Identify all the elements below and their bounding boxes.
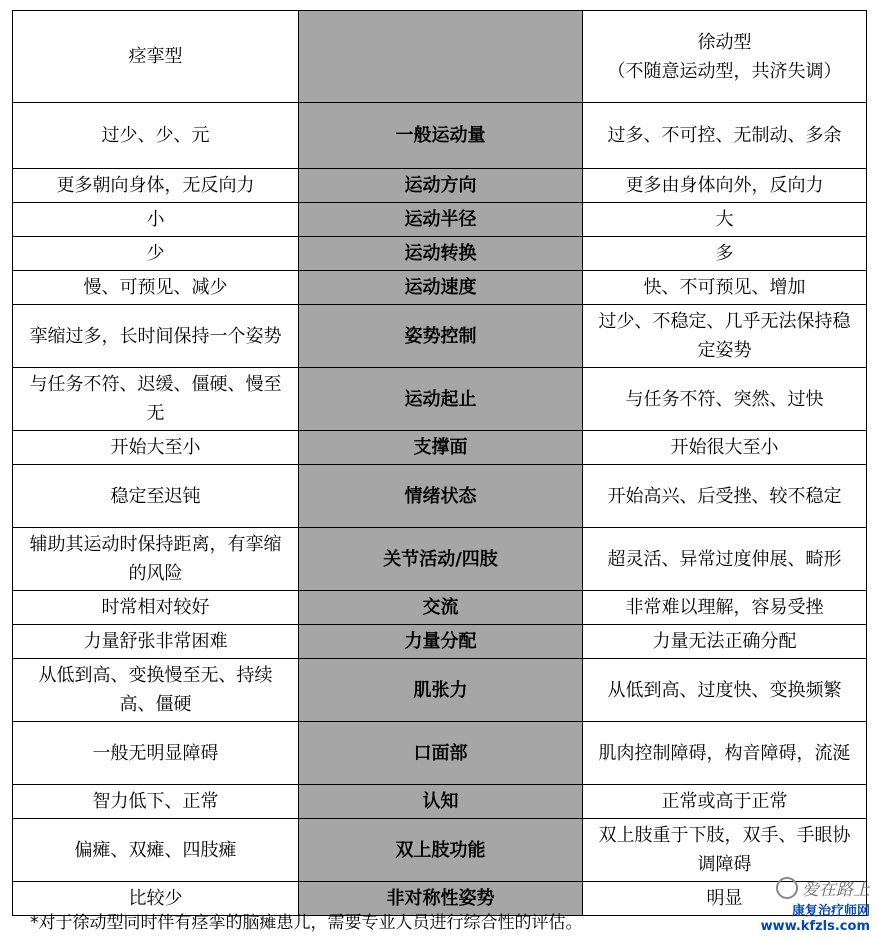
- cell-category: 交流: [299, 591, 583, 625]
- table-row: [13, 305, 867, 368]
- watermark-title: 爱在路上: [802, 880, 870, 900]
- cell-athetoid: 多: [583, 237, 867, 271]
- cell-category: 双上肢功能: [299, 819, 583, 882]
- cell-category: 口面部: [299, 722, 583, 785]
- table-row: [13, 169, 867, 203]
- footnote: *对于徐动型同时伴有痉挛的脑瘫患儿，需要专业人员进行综合性的评估。: [30, 913, 583, 933]
- cell-spastic: 比较少: [13, 882, 299, 916]
- cell-spastic: 稳定至迟钝: [13, 465, 299, 528]
- cell-athetoid: 开始高兴、后受挫、较不稳定: [583, 465, 867, 528]
- wechat-icon: [776, 877, 798, 899]
- cell-category: 支撑面: [299, 431, 583, 465]
- cell-spastic: 挛缩过多，长时间保持一个姿势: [13, 305, 299, 368]
- cell-spastic: 力量舒张非常困难: [13, 625, 299, 659]
- cell-athetoid: 更多由身体向外，反向力: [583, 169, 867, 203]
- cell-athetoid: 力量无法正确分配: [583, 625, 867, 659]
- watermark-site-name: 康复治疗师网: [791, 904, 870, 919]
- cell-category: 情绪状态: [299, 465, 583, 528]
- cell-spastic: 更多朝向身体，无反向力: [13, 169, 299, 203]
- cell-athetoid: 快、不可预见、增加: [583, 271, 867, 305]
- cell-category: 非对称性姿势: [299, 882, 583, 916]
- cell-athetoid: 与任务不符、突然、过快: [583, 368, 867, 431]
- cell-category: 运动转换: [299, 237, 583, 271]
- cell-athetoid: 开始很大至小: [583, 431, 867, 465]
- cell-athetoid: 过少、不稳定、几乎无法保持稳定姿势: [583, 305, 867, 368]
- table-row: [13, 785, 867, 819]
- table-row: [13, 528, 867, 591]
- table-row: [13, 103, 867, 169]
- cell-spastic: 辅助其运动时保持距离，有挛缩的风险: [13, 528, 299, 591]
- cell-spastic: 智力低下、正常: [13, 785, 299, 819]
- table-row: [13, 819, 867, 882]
- table-row: [13, 368, 867, 431]
- cell-category: 关节活动/四肢: [299, 528, 583, 591]
- cell-athetoid: 肌肉控制障碍，构音障碍，流涎: [583, 722, 867, 785]
- cell-athetoid: 从低到高、过度快、变换频繁: [583, 659, 867, 722]
- watermark: [761, 875, 870, 934]
- cell-spastic: 少: [13, 237, 299, 271]
- table-row: [13, 465, 867, 528]
- cell-category: 一般运动量: [299, 103, 583, 169]
- table-row: [13, 591, 867, 625]
- header-blank: [299, 11, 583, 103]
- cell-category: 运动半径: [299, 203, 583, 237]
- table-row: [13, 659, 867, 722]
- table-row: [13, 271, 867, 305]
- cell-spastic: 偏瘫、双瘫、四肢瘫: [13, 819, 299, 882]
- cell-category: 肌张力: [299, 659, 583, 722]
- table-row: [13, 722, 867, 785]
- cell-category: 认知: [299, 785, 583, 819]
- cell-athetoid: 明显: [583, 882, 867, 916]
- cell-category: 姿势控制: [299, 305, 583, 368]
- cell-spastic: 与任务不符、迟缓、僵硬、慢至无: [13, 368, 299, 431]
- cell-athetoid: 过多、不可控、无制动、多余: [583, 103, 867, 169]
- table-row: [13, 625, 867, 659]
- cell-spastic: 一般无明显障碍: [13, 722, 299, 785]
- cell-athetoid: 正常或高于正常: [583, 785, 867, 819]
- cell-athetoid: 双上肢重于下肢，双手、手眼协调障碍: [583, 819, 867, 882]
- table-row: [13, 203, 867, 237]
- comparison-table: [12, 10, 867, 916]
- cell-category: 力量分配: [299, 625, 583, 659]
- table-row: [13, 237, 867, 271]
- cell-athetoid: 大: [583, 203, 867, 237]
- table-header-row: [13, 11, 867, 103]
- header-athetoid: 徐动型 （不随意运动型，共济失调）: [583, 11, 867, 103]
- cell-spastic: 开始大至小: [13, 431, 299, 465]
- cell-category: 运动速度: [299, 271, 583, 305]
- watermark-site-url: www.kfzls.com: [760, 919, 870, 934]
- cell-athetoid: 非常难以理解，容易受挫: [583, 591, 867, 625]
- cell-spastic: 慢、可预见、减少: [13, 271, 299, 305]
- cell-category: 运动起止: [299, 368, 583, 431]
- cell-spastic: 小: [13, 203, 299, 237]
- header-spastic: 痉挛型: [13, 11, 299, 103]
- cell-category: 运动方向: [299, 169, 583, 203]
- cell-spastic: 从低到高、变换慢至无、持续高、僵硬: [13, 659, 299, 722]
- cell-spastic: 过少、少、元: [13, 103, 299, 169]
- table-row: [13, 431, 867, 465]
- cell-spastic: 时常相对较好: [13, 591, 299, 625]
- cell-athetoid: 超灵活、异常过度伸展、畸形: [583, 528, 867, 591]
